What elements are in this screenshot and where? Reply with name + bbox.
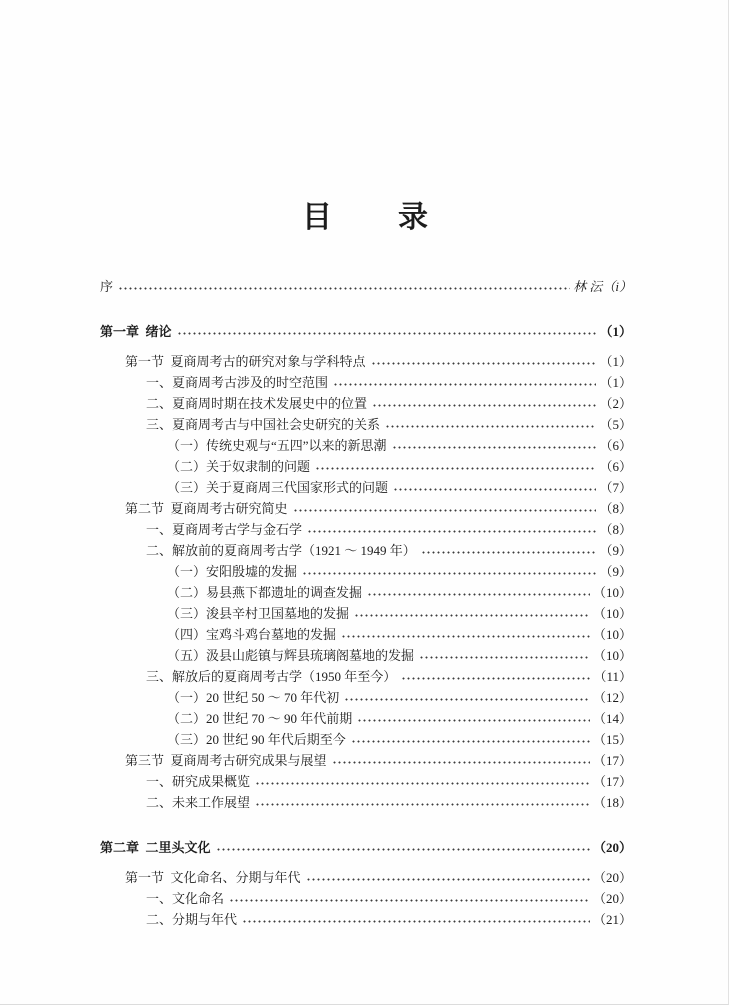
toc-entry-page: （10）	[592, 585, 632, 600]
toc-entry	[100, 276, 632, 297]
toc-entry-page: （12）	[592, 690, 632, 705]
toc-entry-label: 一、研究成果概览	[146, 774, 251, 789]
toc-entry-label: （一）安阳殷墟的发掘	[167, 564, 298, 579]
toc-entry-page: （11）	[593, 669, 632, 684]
toc-entry-label: 第三节 夏商周考古研究成果与展望	[125, 753, 327, 768]
toc-entry-label: （四）宝鸡斗鸡台墓地的发掘	[167, 627, 337, 642]
dot-leader	[418, 645, 590, 666]
dot-leader	[370, 351, 597, 372]
toc-entry	[100, 603, 632, 624]
toc-entry	[100, 498, 632, 519]
dot-leader	[371, 393, 596, 414]
dot-leader	[391, 435, 597, 456]
toc-entry-page: （9）	[599, 543, 632, 558]
toc-entry-page: （9）	[599, 564, 632, 579]
toc-entry-page: （8）	[599, 501, 632, 516]
toc-entry-label: （一）传统史观与“五四”以来的新思潮	[167, 438, 387, 453]
toc-entry-page: （17）	[592, 774, 632, 789]
dot-leader	[340, 624, 590, 645]
toc-entry-page: （10）	[592, 606, 632, 621]
toc-entry-page: （20）	[592, 840, 632, 855]
toc-entry	[100, 888, 632, 909]
page-title: 目 录	[302, 201, 430, 234]
dot-leader	[384, 414, 596, 435]
toc-entry-label: （二）关于奴隶制的问题	[167, 459, 311, 474]
dot-leader	[332, 372, 596, 393]
toc-entry-page: （20）	[592, 891, 632, 906]
dot-leader	[117, 276, 570, 297]
toc-entry-label: 第一节 文化命名、分期与年代	[125, 870, 301, 885]
toc-entry	[100, 909, 632, 930]
toc-entry-page: （10）	[592, 648, 632, 663]
dot-leader	[400, 666, 590, 687]
toc-entry-label: （三）20 世纪 90 年代后期至今	[167, 732, 346, 747]
dot-leader	[366, 582, 590, 603]
toc-entry	[100, 561, 632, 582]
toc-entry-page: （8）	[599, 522, 632, 537]
dot-leader	[228, 888, 590, 909]
toc-entry-page: 林 沄（i）	[573, 279, 632, 294]
toc-entry-label: 一、夏商周考古学与金石学	[146, 522, 303, 537]
toc-entry-label: （三）关于夏商周三代国家形式的问题	[167, 480, 389, 495]
toc-entry	[100, 372, 632, 393]
dot-leader	[301, 561, 596, 582]
toc-entry-label: （五）汲县山彪镇与辉县琉璃阁墓地的发掘	[167, 648, 415, 663]
toc-entry-label: （二）20 世纪 70 ～ 90 年代前期	[167, 711, 353, 726]
toc-entry-page: （18）	[592, 795, 632, 810]
toc-entry-label: 序	[100, 279, 114, 294]
toc-entry-label: （一）20 世纪 50 ～ 70 年代初	[167, 690, 340, 705]
dot-leader	[350, 729, 590, 750]
dot-leader	[353, 603, 590, 624]
toc-content	[100, 192, 632, 930]
toc-entry-page: （7）	[599, 480, 632, 495]
toc-entry-label: 三、解放后的夏商周考古学（1950 年至今）	[146, 669, 397, 684]
toc-entry-label: （二）易县燕下都遗址的调查发掘	[167, 585, 363, 600]
toc-entry	[100, 687, 632, 708]
toc-entry	[100, 321, 632, 342]
dot-leader	[176, 321, 597, 342]
toc-entry-label: 第一章 绪论	[100, 324, 172, 339]
toc-entry	[100, 435, 632, 456]
toc-entry	[100, 582, 632, 603]
dot-leader	[305, 867, 590, 888]
dot-leader	[292, 498, 597, 519]
toc-entry	[100, 393, 632, 414]
toc-entry-label: 二、未来工作展望	[146, 795, 251, 810]
toc-entry-page: （6）	[599, 459, 632, 474]
toc-entry	[100, 624, 632, 645]
dot-leader	[314, 456, 596, 477]
toc-entry-page: （1）	[599, 354, 632, 369]
dot-leader	[343, 687, 590, 708]
toc-entry-page: （1）	[599, 375, 632, 390]
toc-entry-label: 三、夏商周考古与中国社会史研究的关系	[146, 417, 381, 432]
toc-entry	[100, 837, 632, 858]
toc-entry	[100, 771, 632, 792]
toc-entry-page: （17）	[592, 753, 632, 768]
toc-entry-page: （15）	[592, 732, 632, 747]
toc-entry-page: （10）	[592, 627, 632, 642]
toc-entry	[100, 867, 632, 888]
toc-entry-label: 第二节 夏商周考古研究简史	[125, 501, 288, 516]
toc-entry	[100, 708, 632, 729]
toc-entry	[100, 666, 632, 687]
toc-entry-page: （14）	[592, 711, 632, 726]
toc-entry	[100, 477, 632, 498]
toc-entry-page: （5）	[599, 417, 632, 432]
toc-list	[100, 276, 632, 930]
toc-entry-label: 一、夏商周考古涉及的时空范围	[146, 375, 329, 390]
toc-entry-label: 二、夏商周时期在技术发展史中的位置	[146, 396, 368, 411]
dot-leader	[420, 540, 597, 561]
toc-entry	[100, 456, 632, 477]
toc-entry-page: （1）	[599, 324, 632, 339]
toc-entry	[100, 645, 632, 666]
dot-leader	[215, 837, 590, 858]
toc-entry-label: 二、分期与年代	[146, 912, 238, 927]
toc-entry-page: （21）	[592, 912, 632, 927]
dot-leader	[254, 792, 590, 813]
toc-entry	[100, 540, 632, 561]
toc-entry-label: （三）浚县辛村卫国墓地的发掘	[167, 606, 350, 621]
toc-entry	[100, 729, 632, 750]
dot-leader	[331, 750, 590, 771]
toc-entry-label: 一、文化命名	[146, 891, 225, 906]
dot-leader	[356, 708, 590, 729]
toc-entry	[100, 414, 632, 435]
toc-entry-page: （6）	[599, 438, 632, 453]
dot-leader	[306, 519, 596, 540]
toc-entry	[100, 792, 632, 813]
toc-entry-label: 二、解放前的夏商周考古学（1921 ～ 1949 年）	[146, 543, 416, 558]
toc-entry-page: （2）	[599, 396, 632, 411]
toc-entry	[100, 519, 632, 540]
toc-entry	[100, 750, 632, 771]
dot-leader	[241, 909, 590, 930]
toc-entry	[100, 351, 632, 372]
toc-entry-label: 第二章 二里头文化	[100, 840, 211, 855]
dot-leader	[254, 771, 590, 792]
toc-entry-label: 第一节 夏商周考古的研究对象与学科特点	[125, 354, 366, 369]
toc-entry-page: （20）	[592, 870, 632, 885]
dot-leader	[392, 477, 596, 498]
